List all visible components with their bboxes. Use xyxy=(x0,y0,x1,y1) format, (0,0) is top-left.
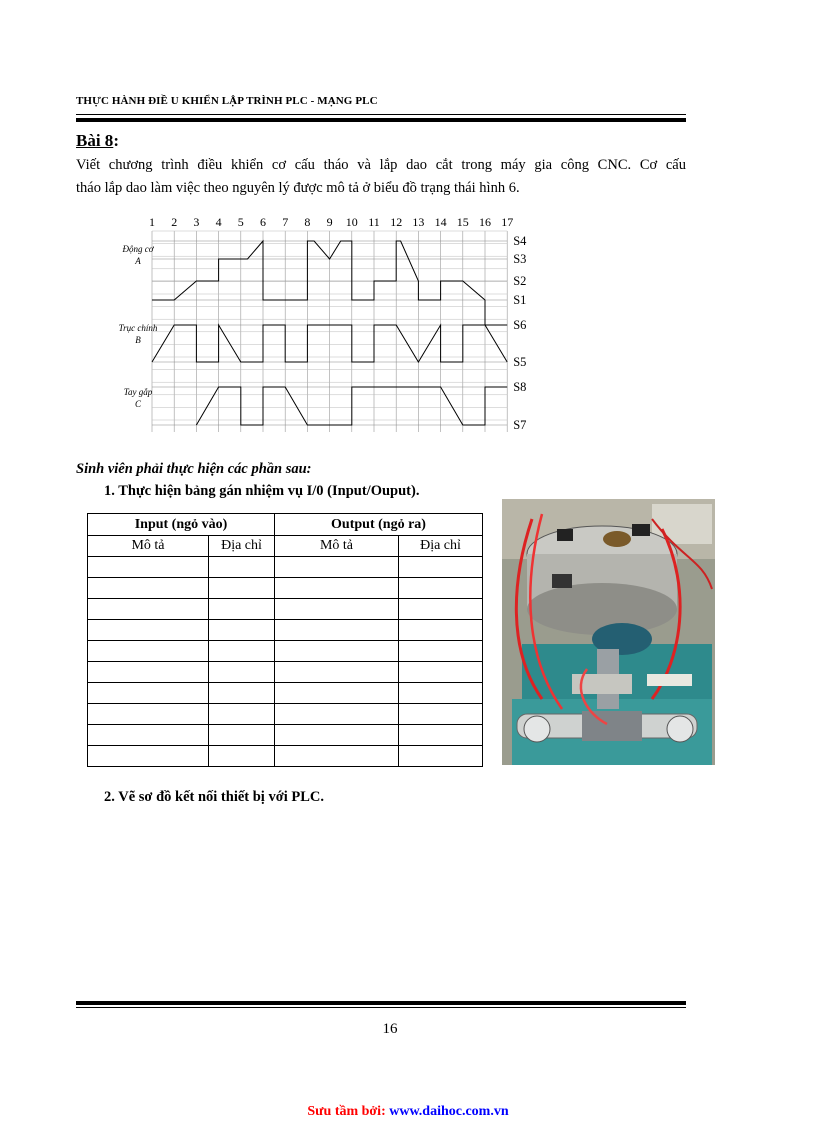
table-row xyxy=(88,599,483,620)
group-label: Động cơ xyxy=(122,244,154,254)
requirement-item-1: 1. Thực hiện bảng gán nhiệm vụ I/0 (Input/Ouput). xyxy=(104,483,420,499)
table-row xyxy=(88,725,483,746)
table-cell[interactable] xyxy=(88,557,209,578)
input-header: Input (ngỏ vào) xyxy=(88,514,275,536)
row-label: S1 xyxy=(513,293,527,307)
x-tick-label: 14 xyxy=(434,215,447,229)
x-tick-label: 8 xyxy=(304,215,311,229)
x-tick-label: 3 xyxy=(193,215,200,229)
table-cell[interactable] xyxy=(88,704,209,725)
group-label: Tay gắp xyxy=(123,387,153,397)
table-cell[interactable] xyxy=(275,725,399,746)
table-cell[interactable] xyxy=(209,683,275,704)
table-cell[interactable] xyxy=(275,578,399,599)
table-row xyxy=(88,683,483,704)
table-cell[interactable] xyxy=(399,641,483,662)
table-cell[interactable] xyxy=(399,746,483,767)
row-label: S5 xyxy=(513,355,527,369)
table-row xyxy=(88,557,483,578)
x-tick-label: 15 xyxy=(456,215,469,229)
table-cell[interactable] xyxy=(275,557,399,578)
row-label: S8 xyxy=(513,380,527,394)
table-cell[interactable] xyxy=(275,599,399,620)
requirements-heading: Sinh viên phải thực hiện các phần sau: xyxy=(76,461,312,477)
io-assignment-table xyxy=(87,513,483,767)
table-cell[interactable] xyxy=(399,704,483,725)
x-tick-label: 7 xyxy=(282,215,289,229)
x-tick-label: 12 xyxy=(390,215,403,229)
tool-changer-photo xyxy=(502,499,715,765)
table-cell[interactable] xyxy=(275,704,399,725)
x-tick-label: 10 xyxy=(345,215,358,229)
row-label: S3 xyxy=(513,252,527,266)
description-line-2: tháo lắp dao làm việc theo nguyên lý được mô tả ở biểu đồ trạng thái hình 6. xyxy=(76,180,520,196)
table-cell[interactable] xyxy=(275,641,399,662)
table-row xyxy=(88,662,483,683)
group-label-sub: C xyxy=(134,399,142,409)
table-cell[interactable] xyxy=(88,620,209,641)
x-tick-label: 11 xyxy=(368,215,380,229)
table-cell[interactable] xyxy=(209,599,275,620)
table-cell[interactable] xyxy=(88,746,209,767)
x-tick-label: 4 xyxy=(215,215,222,229)
group-label-sub: A xyxy=(135,256,141,266)
table-cell[interactable] xyxy=(399,683,483,704)
source-credit xyxy=(0,1104,816,1120)
table-cell[interactable] xyxy=(275,620,399,641)
chart-grid xyxy=(152,231,507,432)
table-cell[interactable] xyxy=(275,662,399,683)
page-number: 16 xyxy=(382,1021,398,1037)
table-cell[interactable] xyxy=(399,620,483,641)
table-cell[interactable] xyxy=(399,725,483,746)
io-table-body xyxy=(88,557,483,767)
x-tick-label: 2 xyxy=(171,215,178,229)
description-line-1: Viết chương trình điều khiển cơ cấu tháo và lắp dao cắt trong máy gia công CNC. Cơ cấu xyxy=(76,157,686,173)
row-label: S2 xyxy=(513,274,527,288)
table-cell[interactable] xyxy=(88,725,209,746)
x-tick-label: 17 xyxy=(501,215,514,229)
table-cell[interactable] xyxy=(275,746,399,767)
output-header: Output (ngỏ ra) xyxy=(275,514,483,536)
table-cell[interactable] xyxy=(209,704,275,725)
table-row xyxy=(88,704,483,725)
row-labels xyxy=(513,234,527,432)
table-cell[interactable] xyxy=(88,662,209,683)
table-cell[interactable] xyxy=(88,683,209,704)
footer-rule-thin xyxy=(76,1007,686,1008)
table-cell[interactable] xyxy=(88,578,209,599)
table-cell[interactable] xyxy=(209,620,275,641)
credit-link[interactable]: www.daihoc.com.vn xyxy=(389,1104,509,1119)
table-row xyxy=(88,578,483,599)
credit-prefix: Sưu tầm bởi: xyxy=(307,1104,390,1119)
x-tick-label: 5 xyxy=(237,215,244,229)
header-rule-thick xyxy=(76,118,686,122)
group-label: Trục chính xyxy=(118,323,158,333)
footer-rule-thick xyxy=(76,1001,686,1005)
requirement-item-2: 2. Vẽ sơ đồ kết nối thiết bị với PLC. xyxy=(104,789,325,805)
x-tick-label: 6 xyxy=(260,215,266,229)
table-row xyxy=(88,641,483,662)
state-trace xyxy=(196,387,507,425)
col-input-desc: Mô tả xyxy=(88,536,209,557)
header-rule-thin xyxy=(76,114,686,115)
table-cell[interactable] xyxy=(399,662,483,683)
table-cell[interactable] xyxy=(209,746,275,767)
table-cell[interactable] xyxy=(209,662,275,683)
x-tick-labels xyxy=(149,215,513,229)
x-tick-label: 9 xyxy=(326,215,333,229)
x-tick-label: 16 xyxy=(479,215,491,229)
exercise-title: Bài 8: xyxy=(76,131,119,150)
table-cell[interactable] xyxy=(88,599,209,620)
table-cell[interactable] xyxy=(209,725,275,746)
table-row xyxy=(88,620,483,641)
table-cell[interactable] xyxy=(275,683,399,704)
group-label-sub: B xyxy=(135,335,141,345)
table-cell[interactable] xyxy=(209,641,275,662)
table-cell[interactable] xyxy=(399,578,483,599)
row-label: S7 xyxy=(513,418,527,432)
row-label: S6 xyxy=(513,318,527,332)
x-tick-label: 1 xyxy=(149,215,155,229)
table-row xyxy=(88,746,483,767)
table-cell[interactable] xyxy=(88,641,209,662)
page-header: THỰC HÀNH ĐIỀ U KHIỂN LẬP TRÌNH PLC - MẠNG PLC xyxy=(76,95,378,107)
col-output-desc: Mô tả xyxy=(275,536,399,557)
col-input-addr: Địa chỉ xyxy=(209,536,275,557)
exercise-description xyxy=(76,154,686,200)
table-cell[interactable] xyxy=(399,557,483,578)
col-output-addr: Địa chỉ xyxy=(399,536,483,557)
row-label: S4 xyxy=(513,234,527,248)
state-diagram xyxy=(118,214,560,438)
table-cell[interactable] xyxy=(209,557,275,578)
table-cell[interactable] xyxy=(209,578,275,599)
table-cell[interactable] xyxy=(399,599,483,620)
x-tick-label: 13 xyxy=(412,215,425,229)
